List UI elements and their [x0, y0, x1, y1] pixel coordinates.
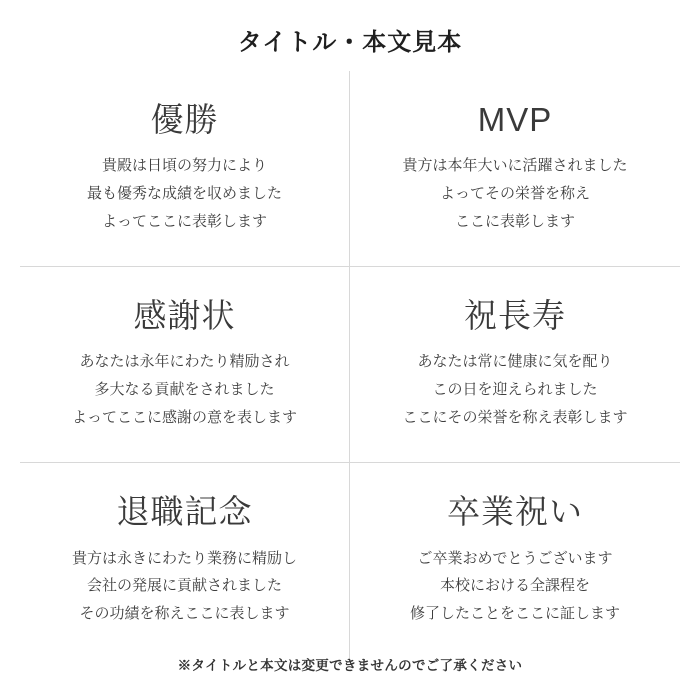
sample-body: [402, 152, 627, 235]
sample-cell-kanshajo: [20, 267, 350, 463]
sample-body-line: 貴方は永きにわたり業務に精励し: [71, 549, 297, 567]
sample-body-line: あなたは永年にわたり精励され: [79, 353, 290, 371]
sample-title: 卒業祝い: [447, 493, 583, 531]
sample-body-line: 貴方は本年大いに活躍されました: [402, 157, 628, 175]
sample-cell-mvp: [350, 71, 680, 267]
sample-title: 感謝状: [133, 296, 236, 334]
sample-body-line: ご卒業おめでとうございます: [417, 549, 613, 567]
sample-cell-yusho: [20, 71, 350, 267]
sample-body-line: よってその栄誉を称え: [439, 184, 590, 202]
sample-body: [72, 348, 297, 431]
footnote: ※タイトルと本文は変更できませんのでご了承ください: [177, 658, 523, 673]
sample-body-line: 本校における全課程を: [439, 577, 590, 595]
sample-title: 退職記念: [116, 493, 253, 531]
sample-body: [410, 545, 620, 628]
sample-body-line: その功績を称えここに表します: [79, 605, 290, 623]
sample-body-line: よってここに感謝の意を表します: [71, 408, 297, 426]
sample-grid: [20, 71, 680, 659]
sample-body-line: ここに表彰します: [454, 212, 575, 230]
sample-body-line: 貴殿は日頃の努力により: [101, 157, 267, 175]
sample-title: 祝長寿: [464, 296, 566, 334]
sample-cell-taishoku: [20, 463, 350, 659]
page-title: タイトル・本文見本: [237, 29, 463, 56]
sample-body-line: 最も優秀な成績を収めました: [86, 184, 282, 202]
sample-body-line: よってここに表彰します: [101, 212, 267, 230]
sample-body: [72, 545, 297, 628]
sample-body-line: 修了したことをここに証します: [409, 605, 620, 623]
sample-body: [87, 152, 282, 235]
sample-cell-shukuchoju: [350, 267, 680, 463]
sample-cell-sotsugyo: [350, 463, 680, 659]
sample-body: [402, 348, 627, 431]
sample-body-line: 多大なる貢献をされました: [94, 380, 275, 398]
sample-title: MVP: [477, 100, 553, 138]
sample-body-line: ここにその栄誉を称え表彰します: [402, 408, 628, 426]
sample-title: 優勝: [150, 100, 219, 138]
sample-body-line: 会社の発展に貢献されました: [86, 577, 282, 595]
sample-body-line: あなたは常に健康に気を配り: [417, 353, 613, 371]
sample-body-line: この日を迎えられました: [432, 380, 598, 398]
